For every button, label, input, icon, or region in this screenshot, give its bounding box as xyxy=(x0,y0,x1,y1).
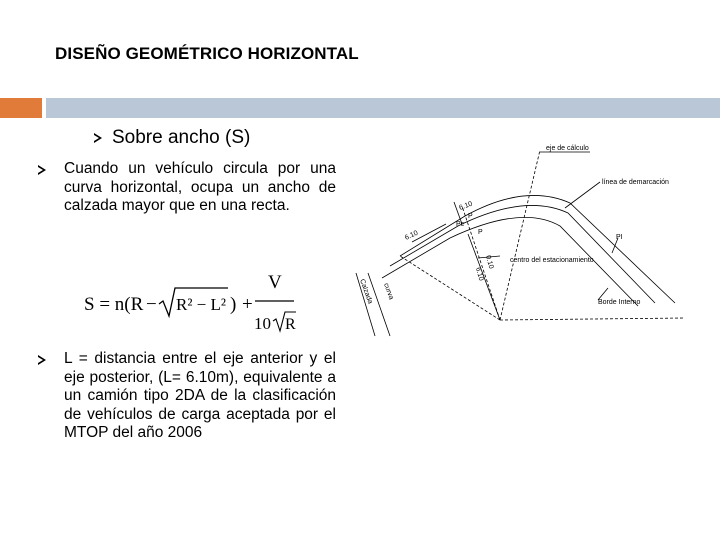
label-curva: curva xyxy=(382,282,395,301)
formula-radicand: R² − L² xyxy=(176,295,227,314)
header-bar xyxy=(46,98,720,118)
label-010: 0.10 xyxy=(484,254,495,270)
label-pi: PI xyxy=(616,234,623,241)
radial-line xyxy=(462,206,500,320)
formula-lhs: S = n(R xyxy=(84,294,144,315)
leader-line xyxy=(565,182,600,208)
bullet-item xyxy=(38,160,336,216)
label-p2: P xyxy=(478,229,483,236)
label-p1: P xyxy=(468,213,473,220)
bullet-text: L = distancia entre el eje anterior y el eje posterior, (L= 6.10m), equivalente a un camión tipo 2DA de la clasificación de vehículos de carga aceptada por el MTOP del año 2006 xyxy=(64,350,336,441)
label-610b: 6.10 xyxy=(403,229,420,242)
label-610c: 6.10 xyxy=(474,266,485,282)
center-line xyxy=(390,205,655,303)
curve-diagram xyxy=(350,138,720,338)
slide-title: DISEÑO GEOMÉTRICO HORIZONTAL xyxy=(55,44,359,63)
formula-den-radicand: R xyxy=(285,316,296,333)
label-centro: centro del estacionamiento xyxy=(510,257,594,264)
formula-plus: + xyxy=(242,294,253,315)
arrow-bullet-icon xyxy=(94,133,102,143)
formula-close-paren: ) xyxy=(230,294,237,315)
radial-line xyxy=(400,256,500,320)
outer-edge-line xyxy=(400,195,675,303)
accent-bar xyxy=(0,98,42,118)
sobreancho-formula xyxy=(84,268,304,338)
label-eje: eje de cálculo xyxy=(546,145,589,152)
formula-minus: − xyxy=(146,294,157,315)
label-linea: línea de demarcación xyxy=(602,179,669,186)
bullet-item xyxy=(38,350,336,443)
subtitle-row xyxy=(94,127,250,149)
label-calzada: Calzada xyxy=(358,278,374,305)
arrow-bullet-icon xyxy=(38,165,46,175)
radial-line xyxy=(500,150,540,320)
radial-line xyxy=(500,318,685,320)
arrow-bullet-icon xyxy=(38,355,46,365)
formula-den-prefix: 10 xyxy=(254,314,271,333)
formula-numerator: V xyxy=(268,272,282,293)
label-610a: 6.10 xyxy=(458,200,474,212)
subtitle-text: Sobre ancho (S) xyxy=(112,127,251,148)
label-pc: Pc xyxy=(456,221,465,228)
label-borde: Borde Interno xyxy=(598,299,641,306)
bullet-text: Cuando un vehículo circula por una curva horizontal, ocupa un ancho de calzada mayor que en una recta. xyxy=(64,160,336,214)
